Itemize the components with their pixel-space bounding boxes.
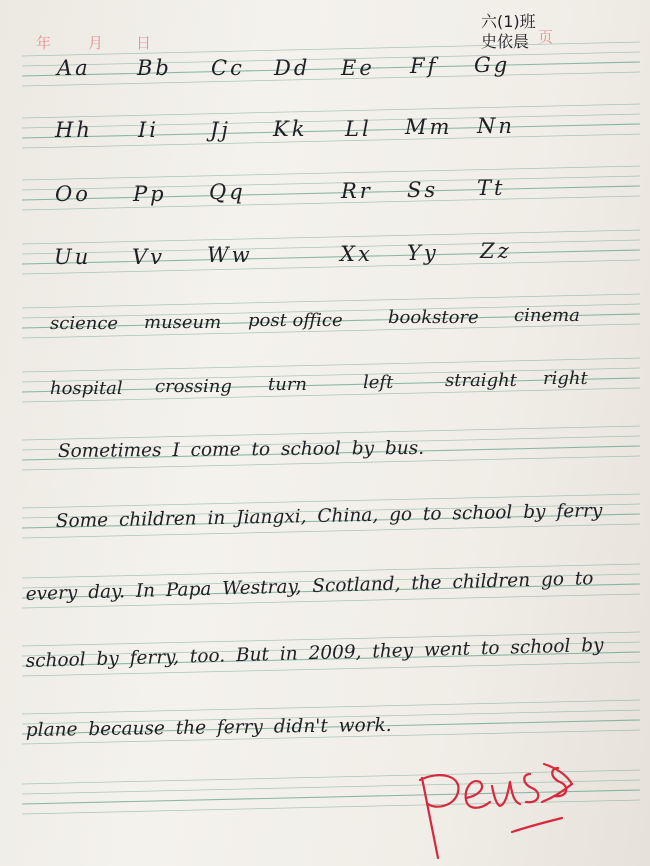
letter-pair: Ii bbox=[138, 118, 160, 142]
vocab-word: bookstore bbox=[388, 307, 479, 328]
letter-pair: Rr bbox=[341, 179, 373, 203]
letter-pair: Uu bbox=[54, 245, 92, 269]
vocab-word: cinema bbox=[514, 305, 580, 326]
letter-pair: Mm bbox=[405, 115, 453, 139]
letter-pair: Vv bbox=[132, 245, 166, 269]
letter-pair: Dd bbox=[274, 56, 311, 80]
vocab-word: crossing bbox=[155, 376, 232, 397]
vocab-word: straight bbox=[445, 370, 517, 391]
passage-line: every day. In Papa Westray, Scotland, the children go to bbox=[25, 568, 594, 605]
letter-pair: Ww bbox=[207, 243, 253, 267]
letter-pair: Ee bbox=[341, 56, 375, 80]
passage-line: school by ferry, too. But in 2009, they went to school by bbox=[25, 634, 604, 672]
pass-grade-mark bbox=[400, 740, 600, 865]
letter-pair: Aa bbox=[57, 56, 91, 80]
day-label: 日 bbox=[136, 34, 152, 52]
letter-pair: Xx bbox=[340, 242, 373, 266]
student-name: 史依晨 bbox=[481, 32, 530, 51]
letter-pair: Zz bbox=[480, 239, 512, 263]
practice-sentence: Sometimes I come to school by bus. bbox=[57, 437, 425, 462]
vocab-word: museum bbox=[144, 312, 222, 333]
letter-pair: Tt bbox=[477, 176, 506, 200]
letter-pair: Jj bbox=[210, 118, 231, 142]
letter-pair: Ss bbox=[407, 178, 439, 202]
year-label: 年 bbox=[36, 34, 52, 52]
letter-pair: Hh bbox=[55, 118, 93, 142]
letter-pair: Pp bbox=[133, 182, 167, 206]
vocab-word: science bbox=[50, 313, 119, 334]
page-label: 页 bbox=[538, 28, 554, 46]
letter-pair: Kk bbox=[273, 117, 308, 141]
vocab-word: right bbox=[543, 368, 588, 389]
letter-pair: Gg bbox=[474, 53, 511, 77]
letter-pair: Bb bbox=[137, 56, 172, 80]
letter-pair: Ff bbox=[410, 54, 439, 78]
letter-pair: Qq bbox=[209, 180, 246, 204]
vocab-word: left bbox=[363, 372, 394, 393]
pass-scribble bbox=[400, 740, 600, 860]
class-name: 六(1)班 bbox=[481, 12, 536, 31]
letter-pair: Ll bbox=[345, 117, 372, 141]
vocab-word: turn bbox=[268, 374, 308, 395]
vocab-word: hospital bbox=[50, 378, 123, 399]
passage-line: Some children in Jiangxi, China, go to school by ferry bbox=[55, 500, 603, 532]
letter-pair: Cc bbox=[211, 56, 245, 80]
letter-pair: Yy bbox=[407, 241, 439, 265]
letter-pair: Nn bbox=[477, 114, 515, 138]
letter-pair: Oo bbox=[55, 182, 91, 206]
passage-line: plane because the ferry didn't work. bbox=[25, 714, 392, 741]
vocab-word: post office bbox=[248, 310, 343, 331]
month-label: 月 bbox=[88, 34, 104, 52]
